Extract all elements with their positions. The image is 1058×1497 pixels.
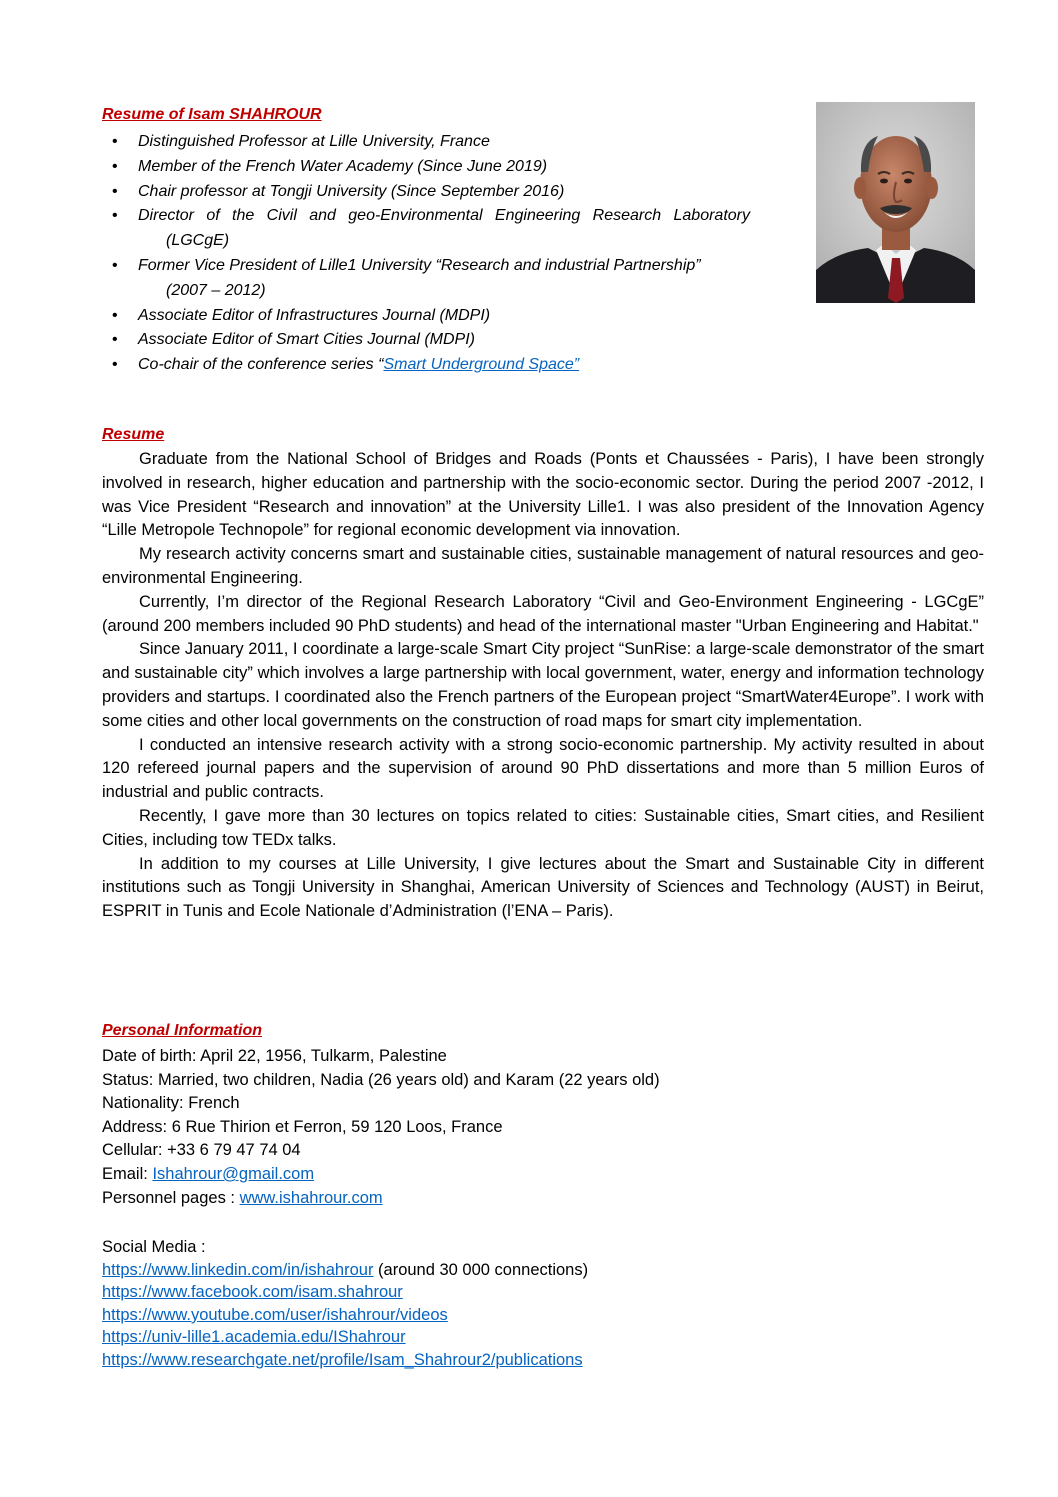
list-item xyxy=(110,204,750,254)
birth-line: Date of birth: April 22, 1956, Tulkarm, Palestine xyxy=(102,1047,447,1065)
linkedin-link[interactable]: https://www.linkedin.com/in/ishahrour xyxy=(102,1260,374,1279)
pages-label: Personnel pages : xyxy=(102,1188,240,1207)
list-item-text: • Director of the Civil and geo-Environmental Engineering Research Laboratory xyxy=(138,207,750,225)
youtube-link[interactable]: https://www.youtube.com/user/ishahrour/videos xyxy=(102,1305,448,1324)
list-item: • Associate Editor of Smart Cities Journal (MDPI) xyxy=(110,328,750,353)
resume-paragraph: Since January 2011, I coordinate a large-scale Smart City project “SunRise: a large-scale demonstrator of the smart and sustainable city” which involves a large partnership with local government, water, energy and information technology providers and startups. I coordinated also the French partners of the European project “SmartWater4Europe”. I work with some cities and other local governments on the construction of road maps for smart city implementation. xyxy=(102,640,984,730)
list-item: • Member of the French Water Academy (Since June 2019) xyxy=(110,155,750,180)
personal-website-link[interactable]: www.ishahrour.com xyxy=(239,1188,383,1207)
academia-link[interactable]: https://univ-lille1.academia.edu/IShahrour xyxy=(102,1328,406,1347)
linkedin-line xyxy=(102,1259,802,1282)
email-link[interactable]: Ishahrour@gmail.com xyxy=(152,1164,315,1183)
resume-paragraph: In addition to my courses at Lille University, I give lectures about the Smart and Sustainable City in different institutions such as Tongji University in Shanghai, American University of Sciences and Technology (AUST) in Beirut, ESPRIT in Tunis and Ecole Nationale d’Administration (l’ENA – Paris). xyxy=(102,854,984,921)
social-heading: Social Media : xyxy=(102,1238,206,1256)
cellular-line: Cellular: +33 6 79 47 74 04 xyxy=(102,1141,301,1160)
resume-body xyxy=(102,448,984,924)
highlights-list xyxy=(110,130,750,378)
researchgate-link[interactable]: https://www.researchgate.net/profile/Isam_Shahrour2/publications xyxy=(102,1350,583,1369)
resume-paragraph: I conducted an intensive research activity with a strong socio-economic partnership. My activity resulted in about 120 refereed journal papers and the supervision of around 90 PhD dissertations and more than 5 million Euros of industrial and public contracts. xyxy=(102,735,984,802)
conference-link[interactable]: Smart Underground Space” xyxy=(383,356,580,374)
resume-title: Resume of Isam SHAHROUR xyxy=(102,106,322,123)
list-item-text-continued: (LGCgE) xyxy=(166,232,230,250)
list-item: • Chair professor at Tongji University (Since September 2016) xyxy=(110,180,750,205)
profile-photo xyxy=(816,102,975,303)
address-line: Address: 6 Rue Thirion et Ferron, 59 120 Loos, France xyxy=(102,1117,503,1136)
resume-paragraph: Currently, I’m director of the Regional Research Laboratory “Civil and Geo-Environment Engineering - LGCgE” (around 200 members included 90 PhD students) and head of the international master "Urban Engineering and Habitat." xyxy=(102,592,984,635)
linkedin-note: (around 30 000 connections) xyxy=(373,1260,589,1279)
list-item: • Associate Editor of Infrastructures Journal (MDPI) xyxy=(110,304,750,329)
social-media xyxy=(102,1236,802,1372)
personal-info xyxy=(102,1045,802,1210)
pages-line xyxy=(102,1187,802,1211)
personal-info-heading: Personal Information xyxy=(102,1022,263,1039)
email-line xyxy=(102,1163,802,1187)
portrait-image xyxy=(816,102,975,303)
list-item: • Distinguished Professor at Lille University, France xyxy=(110,130,750,155)
email-label: Email: xyxy=(102,1164,153,1183)
list-item xyxy=(110,254,750,304)
resume-paragraph: Graduate from the National School of Bridges and Roads (Ponts et Chaussées - Paris), I have been strongly involved in research, higher education and partnership with the socio-economic sector. During the period 2007 -2012, I was Vice President “Research and innovation” at the University Lille1. I was also president of the Innovation Agency “Lille Metropole Technopole” for regional economic development via innovation. xyxy=(102,450,984,540)
nationality-line: Nationality: French xyxy=(102,1094,240,1113)
resume-paragraph: Recently, I gave more than 30 lectures on topics related to cities: Sustainable cities, Smart cities, and Resilient Cities, including tow TEDx talks. xyxy=(102,806,984,849)
resume-heading: Resume xyxy=(102,426,165,443)
list-item xyxy=(110,353,750,378)
list-item-text: Co-chair of the conference series “ xyxy=(138,356,384,374)
facebook-link[interactable]: https://www.facebook.com/isam.shahrour xyxy=(102,1283,403,1302)
resume-paragraph: My research activity concerns smart and sustainable cities, sustainable management of natural resources and geo-environmental Engineering. xyxy=(102,545,984,587)
status-line: Status: Married, two children, Nadia (26 years old) and Karam (22 years old) xyxy=(102,1070,660,1089)
list-item-text: • Former Vice President of Lille1 University “Research and industrial Partnership” xyxy=(138,256,701,274)
list-item-text-continued: (2007 – 2012) xyxy=(166,281,266,299)
